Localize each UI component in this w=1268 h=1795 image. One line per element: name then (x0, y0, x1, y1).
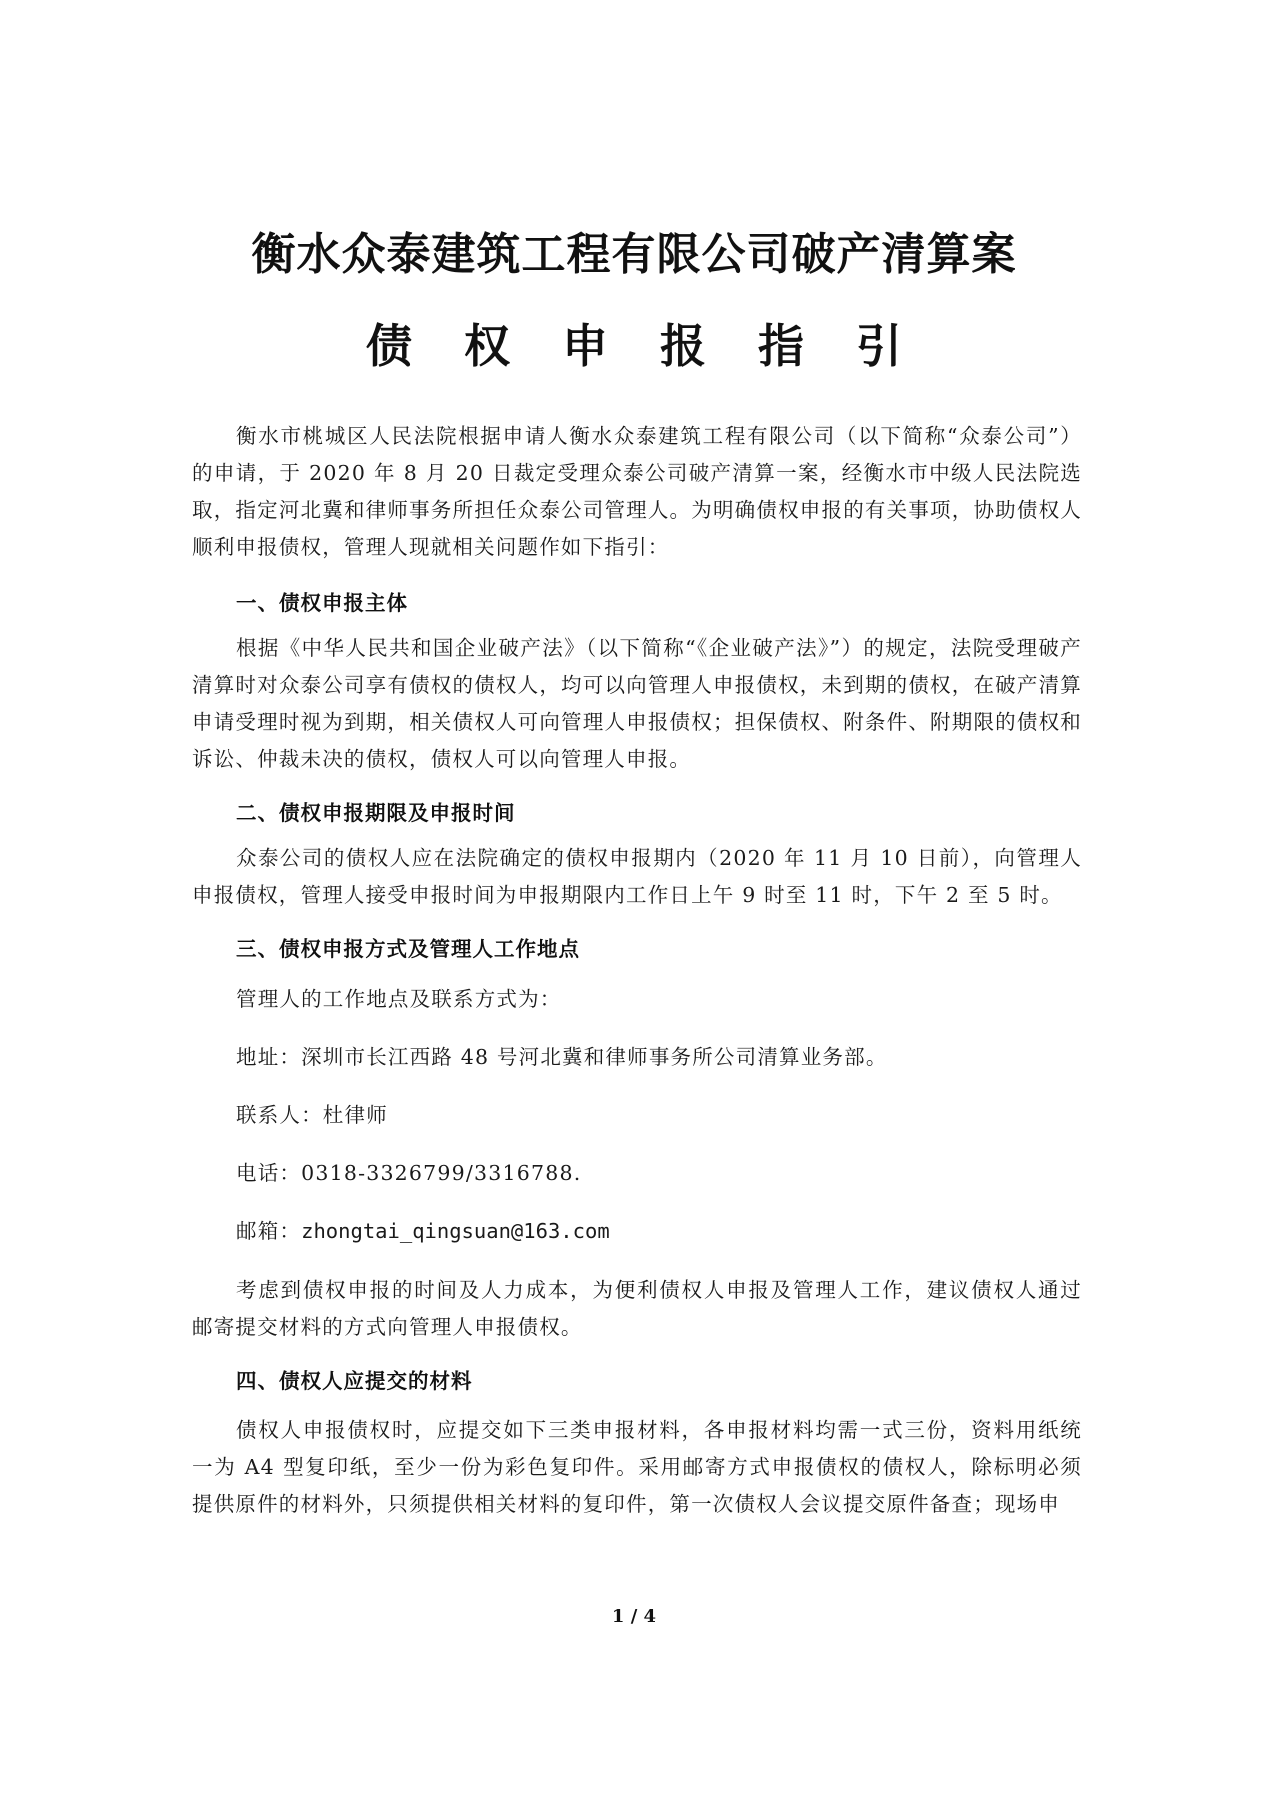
intro-paragraph: 衡水市桃城区人民法院根据申请人衡水众泰建筑工程有限公司（以下简称“众泰公司”）的申请，于 2020 年 8 月 20 日裁定受理众泰公司破产清算一案，经衡水市中级人民法院选取，指定河北冀和律师事务所担任众泰公司管理人。为明确债权申报的有关事项，协助债权人顺利申报债权，管理人现就相关问题作如下指引： (192, 424, 1082, 559)
email-line (236, 1214, 610, 1244)
section-4-heading: 四、债权人应提交的材料 (236, 1369, 473, 1393)
submission-advice: 考虑到债权申报的时间及人力成本，为便利债权人申报及管理人工作，建议债权人通过邮寄提交材料的方式向管理人申报债权。 (192, 1278, 1082, 1339)
section-4-body: 债权人申报债权时，应提交如下三类申报材料，各申报材料均需一式三份，资料用纸统一为 A4 型复印纸，至少一份为彩色复印件。采用邮寄方式申报债权的债权人，除标明必须提供原件的材料外，只须提供相关材料的复印件，第一次债权人会议提交原件备查；现场申 (192, 1418, 1082, 1516)
section-1-body: 根据《中华人民共和国企业破产法》（以下简称“《企业破产法》”）的规定，法院受理破产清算时对众泰公司享有债权的债权人，均可以向管理人申报债权，未到期的债权，在破产清算申请受理时视为到期，相关债权人可向管理人申报债权；担保债权、附条件、附期限的债权和诉讼、仲裁未决的债权，债权人可以向管理人申报。 (192, 636, 1082, 771)
email-address: zhongtai_qingsuan@163.com (301, 1219, 610, 1243)
page-number: 1 / 4 (611, 1606, 657, 1627)
document-title: 衡水众泰建筑工程有限公司破产清算案 (251, 229, 1017, 280)
address-line: 地址：深圳市长江西路 48 号河北冀和律师事务所公司清算业务部。 (236, 1045, 888, 1069)
section-3-heading: 三、债权申报方式及管理人工作地点 (236, 937, 580, 961)
document-subtitle: 债权申报指引 (366, 319, 954, 373)
contact-person-line: 联系人：杜律师 (236, 1103, 388, 1127)
section-1-heading: 一、债权申报主体 (236, 591, 408, 615)
phone-line: 电话：0318-3326799/3316788. (236, 1161, 582, 1185)
section-2-body: 众泰公司的债权人应在法院确定的债权申报期内（2020 年 11 月 10 日前），向管理人申报债权，管理人接受申报时间为申报期限内工作日上午 9 时至 11 时，下午 2 至 5 时。 (192, 846, 1082, 907)
contact-intro: 管理人的工作地点及联系方式为： (236, 987, 562, 1011)
section-2-heading: 二、债权申报期限及申报时间 (236, 801, 516, 825)
email-label: 邮箱： (236, 1219, 302, 1243)
